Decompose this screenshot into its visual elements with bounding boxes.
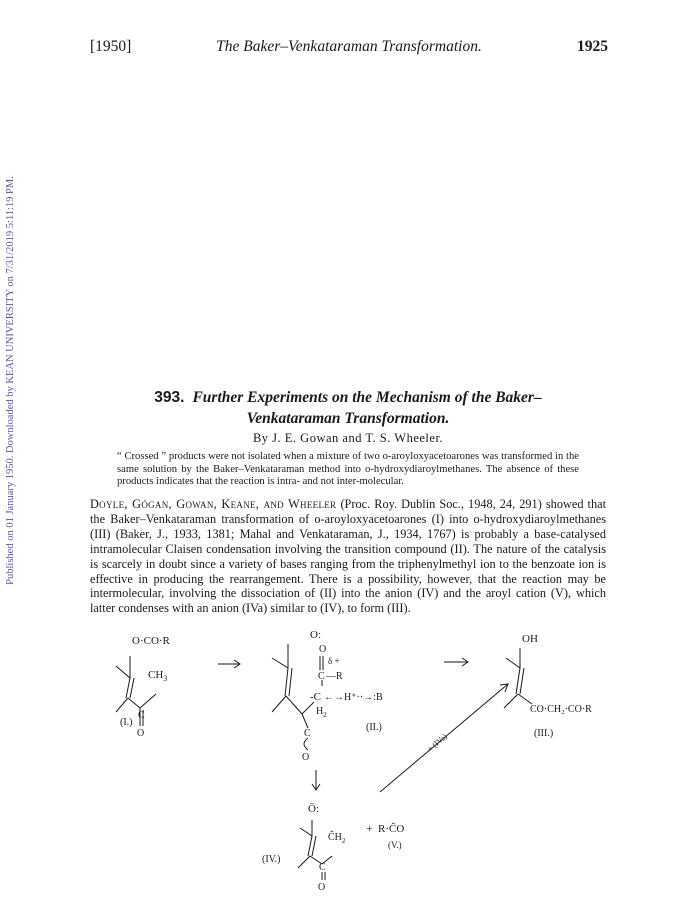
c4-carbon: C: [319, 862, 326, 873]
c2-oxygen-bottom: O: [302, 752, 310, 763]
body-paragraph: (Proc. Roy. Dublin Soc., 1948, 24, 291) showed that the Baker–Venkataraman transformation of o-aroyloxyacetoarones (I) into o-hydroxydiaroylmethanes (III) (Baker, J., 1933, 1381; Mahal and Venkataraman, J., 1934, 1767) is probably a base-catalysed intramolecular Claisen condensation involving the transition compound (II). The nature of the catalysis is scarcely in doubt since a variety of bases ranging from the triphenylmethyl ion to the benzoate ion is effective in producing the rearrangement. There is a possibility, however, that the reaction may be intermolecular, involving the dissociation of (II) into the anion (IV) and the aroyl cation (V), which latter condenses with an anion (IVa) similar to (IV), to form (III).: [90, 497, 606, 616]
download-watermark-text: Published on 01 January 1950. Downloaded by KEAN UNIVERSITY on 7/31/2019 5:11:19 PM.: [4, 175, 16, 585]
c1-carbon: C: [138, 710, 145, 721]
c5-label: (V.): [388, 840, 402, 850]
header-year: [1950]: [90, 38, 132, 55]
c2-oxygen-top: O:: [310, 629, 321, 641]
running-header: [90, 38, 608, 60]
header-page-number: 1925: [577, 38, 608, 55]
iva-arrow-label: + (IVa): [425, 731, 449, 754]
c3-substituent: CO·CH₂·CO·R: [530, 704, 592, 715]
c4-oxygen: Ō:: [308, 803, 319, 815]
c1-oxygen: O: [137, 728, 145, 739]
header-running-title: The Baker–Venkataraman Transformation.: [216, 38, 482, 55]
article-number: 393.: [154, 389, 185, 406]
c4-methylene: $ĈH_2$: [328, 832, 346, 845]
c2-carbanion: -C: [310, 691, 321, 703]
c1-substituent: O·CO·R: [132, 635, 170, 647]
c2-r-group: —R: [326, 671, 343, 682]
c4-label: (IV.): [262, 854, 281, 865]
article-abstract: “ Crossed ” products were not isolated when a mixture of two o-aroyloxyacetoarones was transformed in the same solution by the Baker–Venkataraman method into o-hydroxydiaroylmethanes. The absence of these products indicates that the reaction is intra- and not inter-molecular.: [117, 451, 579, 487]
c3-hydroxyl: OH: [522, 633, 538, 645]
article-body: [90, 497, 606, 616]
c2-oxygen-carbonyl: O: [319, 644, 327, 655]
c1-label: (I.): [120, 717, 133, 728]
c3-label: (III.): [534, 728, 554, 739]
c4-oxygen-bottom: O: [318, 882, 326, 892]
c2-delta: δ +: [328, 656, 340, 666]
download-watermark: [2, 120, 18, 640]
c2-proton-transfer: ←→H⁺··→:B: [324, 692, 383, 703]
c5-plus: +: [366, 821, 373, 835]
c2-h2: $H_2$: [316, 706, 327, 719]
c2-carbon: C: [318, 671, 325, 682]
article-byline: By J. E. Gowan and T. S. Wheeler.: [252, 431, 444, 445]
article-title: Further Experiments on the Mechanism of the Baker–Venkataraman Transformation.: [192, 389, 542, 427]
body-lead-authors: Doyle, Gógan, Gowan, Keane, and Wheeler: [90, 497, 337, 511]
reaction-scheme: [90, 622, 610, 892]
c2-label: (II.): [366, 722, 382, 733]
c5-aroyl-cation: R·ĈO: [378, 823, 405, 835]
c2-carbon-bottom: C: [304, 728, 311, 739]
c1-methyl: $CH_3$: [148, 669, 168, 683]
article-title-block: [110, 387, 586, 429]
